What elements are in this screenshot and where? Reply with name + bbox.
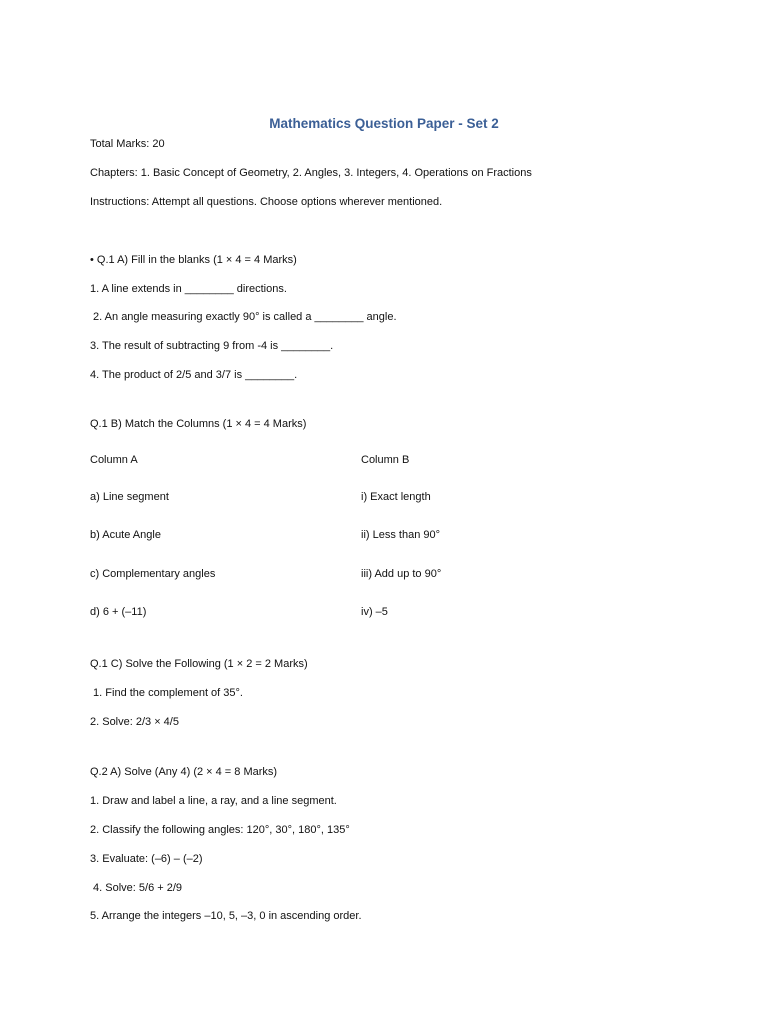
instructions-line: Instructions: Attempt all questions. Choose options wherever mentioned.: [90, 196, 443, 208]
match-row-a-2: b) Acute Angle: [90, 529, 161, 541]
q1c-heading: Q.1 C) Solve the Following (1 × 2 = 2 Marks): [90, 658, 308, 670]
q2a-heading: Q.2 A) Solve (Any 4) (2 × 4 = 8 Marks): [90, 766, 278, 778]
q2a-item-2: 2. Classify the following angles: 120°, 30°, 180°, 135°: [90, 824, 350, 836]
q1b-heading: Q.1 B) Match the Columns (1 × 4 = 4 Marks): [90, 418, 307, 430]
column-b-header: Column B: [361, 454, 410, 466]
total-marks: Total Marks: 20: [90, 138, 165, 150]
page-title: Mathematics Question Paper - Set 2: [269, 116, 499, 131]
q1a-item-1: 1. A line extends in ________ directions.: [90, 283, 287, 295]
match-row-a-4: d) 6 + (–11): [90, 606, 147, 618]
q1a-item-4: 4. The product of 2/5 and 3/7 is ________.: [90, 369, 298, 381]
q1a-item-3: 3. The result of subtracting 9 from -4 is ________.: [90, 340, 334, 352]
column-a-header: Column A: [90, 454, 138, 466]
chapters-line: Chapters: 1. Basic Concept of Geometry, 2. Angles, 3. Integers, 4. Operations on Fractions: [90, 167, 532, 179]
q2a-item-4: 4. Solve: 5/6 + 2/9: [90, 882, 183, 894]
q1a-item-2: 2. An angle measuring exactly 90° is called a ________ angle.: [90, 311, 397, 323]
match-row-a-1: a) Line segment: [90, 491, 169, 503]
match-row-b-3: iii) Add up to 90°: [361, 568, 442, 580]
q1c-item-2: 2. Solve: 2/3 × 4/5: [90, 716, 179, 728]
q2a-item-1: 1. Draw and label a line, a ray, and a line segment.: [90, 795, 337, 807]
q2a-item-5: 5. Arrange the integers –10, 5, –3, 0 in ascending order.: [90, 910, 362, 922]
match-row-b-4: iv) –5: [361, 606, 388, 618]
match-row-b-1: i) Exact length: [361, 491, 431, 503]
q1a-heading: • Q.1 A) Fill in the blanks (1 × 4 = 4 Marks): [90, 254, 297, 266]
match-row-b-2: ii) Less than 90°: [361, 529, 440, 541]
q2a-item-3: 3. Evaluate: (–6) – (–2): [90, 853, 203, 865]
match-row-a-3: c) Complementary angles: [90, 568, 216, 580]
q1c-item-1: 1. Find the complement of 35°.: [90, 687, 243, 699]
